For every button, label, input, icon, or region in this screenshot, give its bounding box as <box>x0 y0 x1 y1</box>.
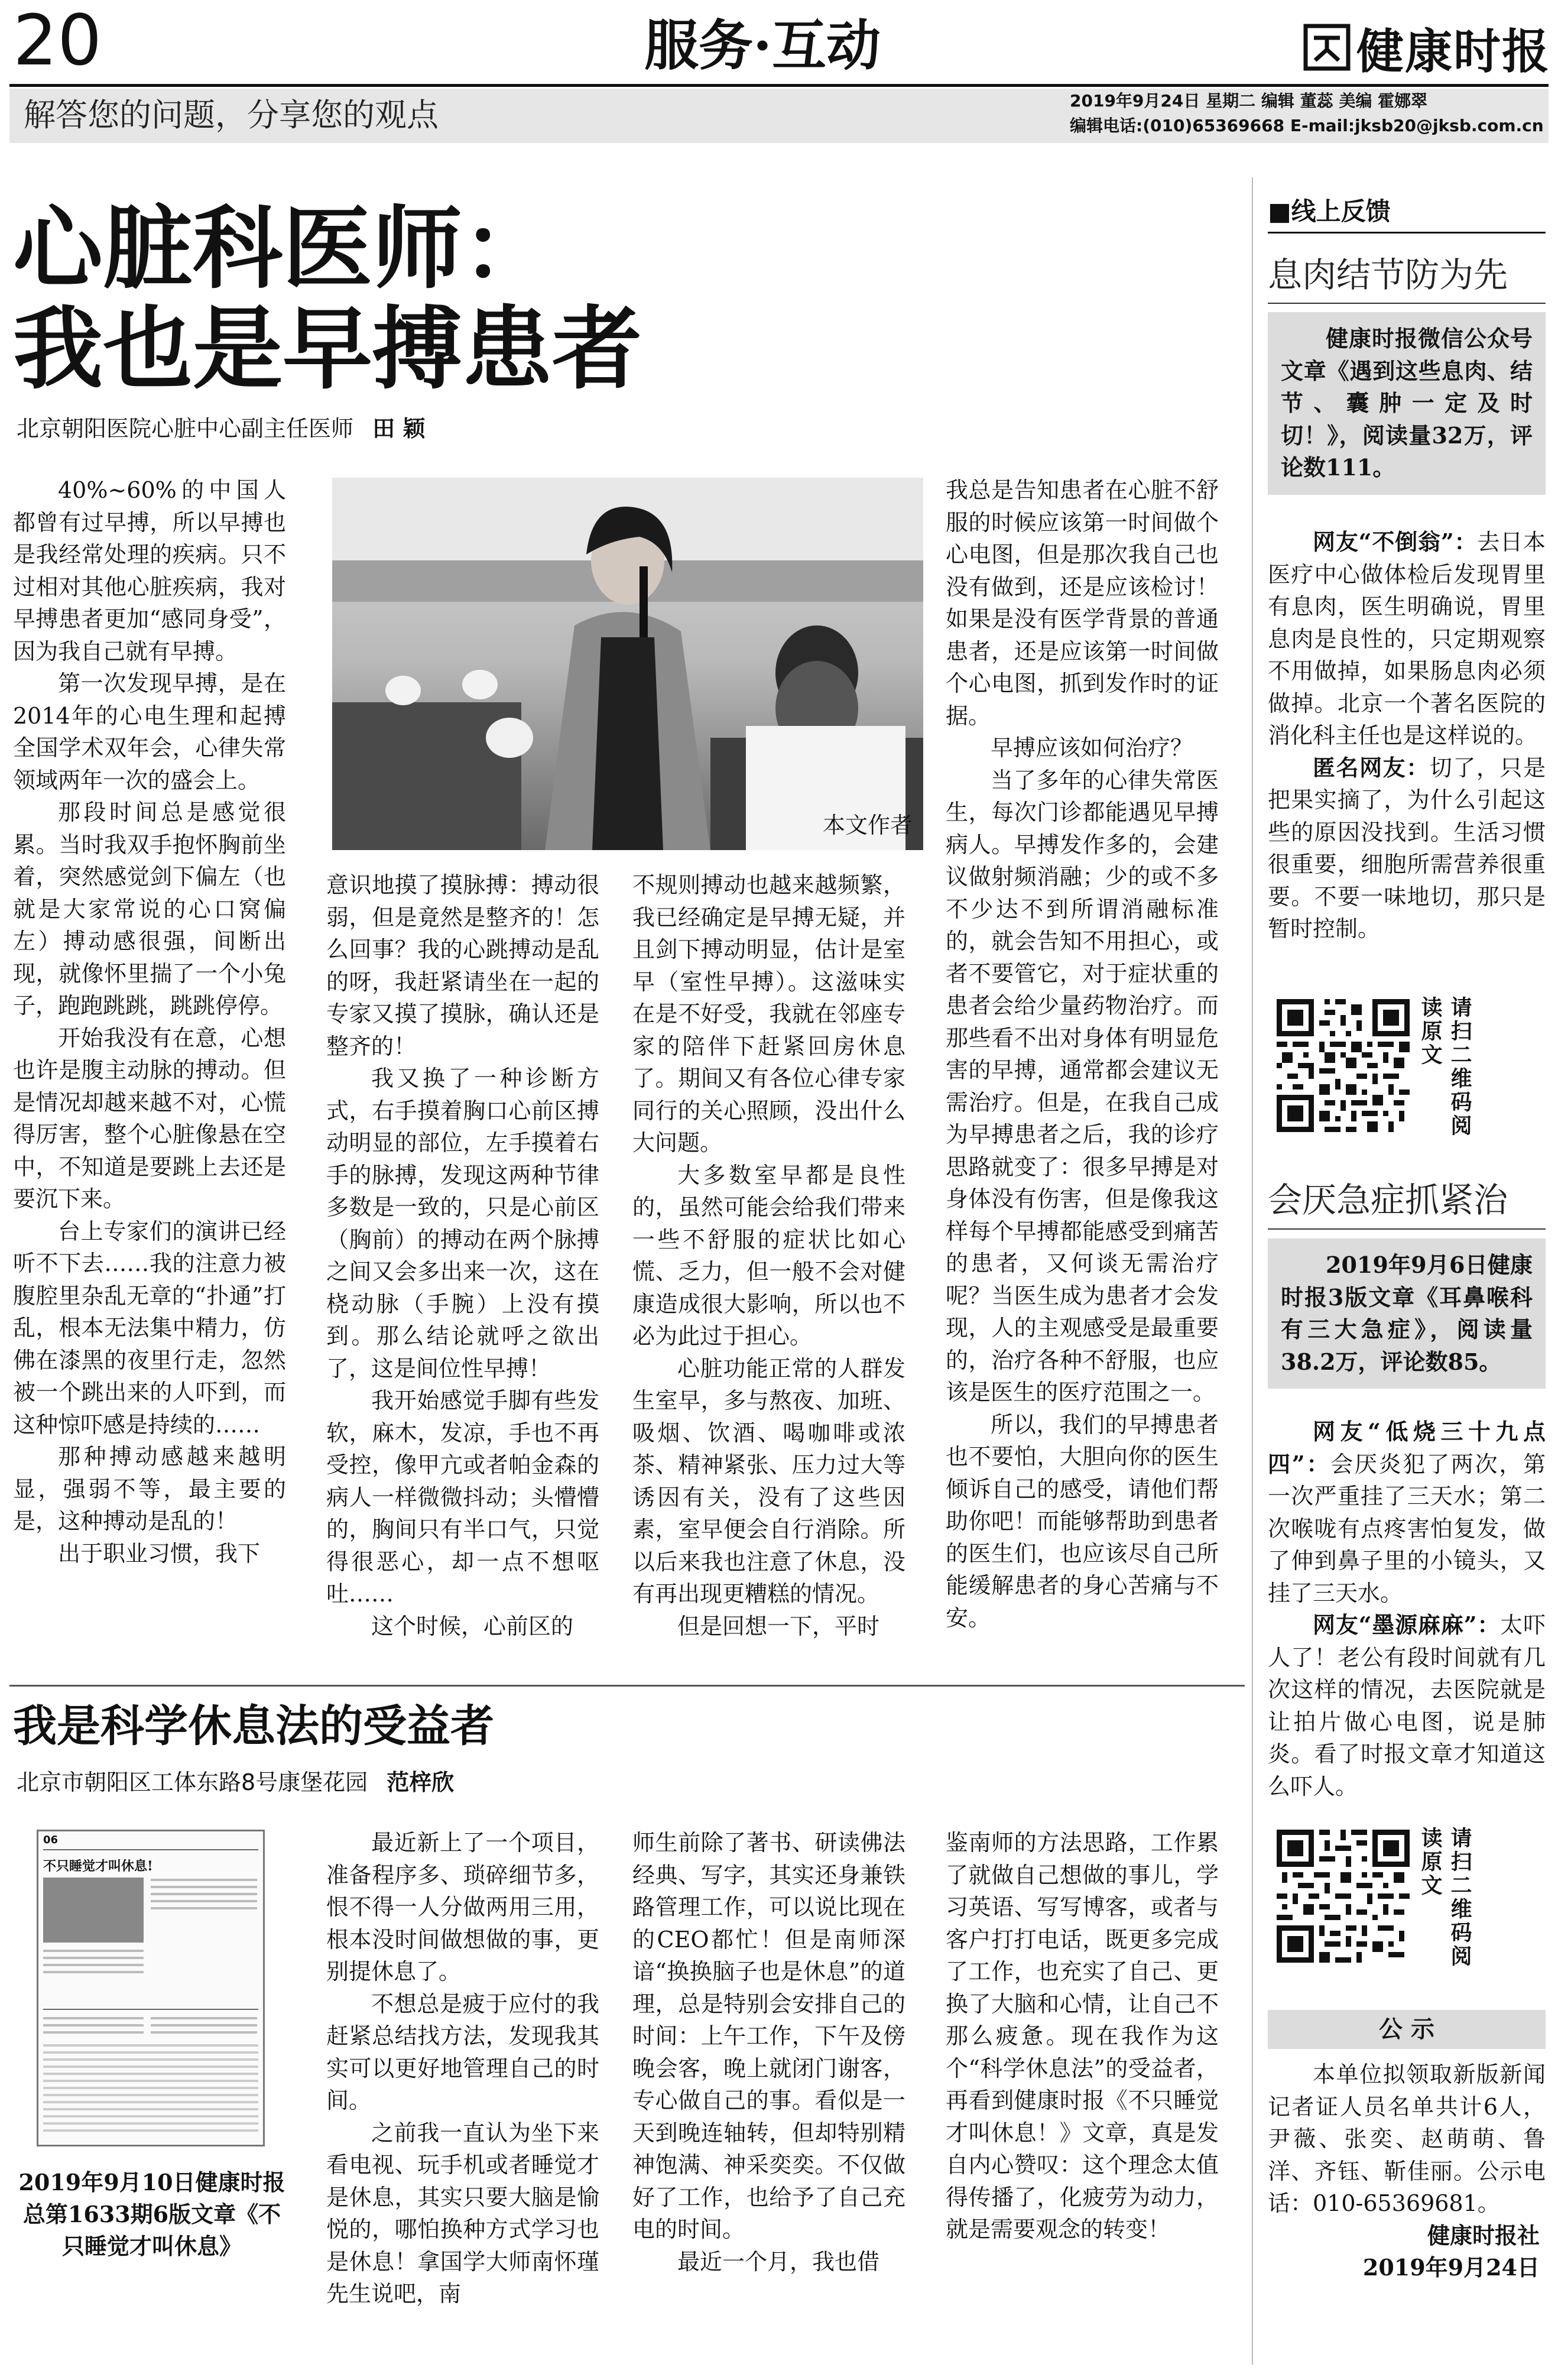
comment <box>1268 752 1546 945</box>
topic1-title: 息肉结节防为先 <box>1268 255 1508 295</box>
article1-headline-line1: 心脏科医师： <box>13 195 552 301</box>
article1-column-2 <box>326 869 599 1642</box>
paragraph: 我又换了一种诊断方式，右手摸着胸口心前区搏动明显的部位，左手摸着右手的脉搏，发现这两种节律多数是一致的，只是心前区（胸前）的搏动在两个脉搏之间又会多出来一次，这在桡动脉（手腕）上没有摸到。那么结论就呼之欲出了，这是间位性早搏！ <box>326 1065 599 1382</box>
paragraph: 意识地摸了摸脉搏：搏动很弱，但是竟然是整齐的！怎么回事？我的心跳搏动是乱的呀，我赶紧请坐在一起的专家又摸了摸脉，确认还是整齐的！ <box>326 872 599 1059</box>
topic2-comments <box>1268 1416 1546 1802</box>
comment <box>1268 1609 1546 1802</box>
topic2-title: 会厌急症抓紧治 <box>1268 1180 1508 1220</box>
logo-text: 健康时报 <box>1356 23 1550 79</box>
paragraph: 出于职业习惯，我下 <box>58 1540 261 1567</box>
comment-user: 网友“低烧三十九点四”： <box>1268 1418 1546 1477</box>
sidebar-section-rule <box>1268 232 1546 234</box>
page-number: 20 <box>13 0 102 81</box>
paragraph: 开始我没有在意，心想也许是腹主动脉的搏动。但是情况却越来越不对，心慌得厉害，整个心脏像悬在空中，不知道是要跳上去还是要沉下来。 <box>13 1024 286 1212</box>
topic1-title-rule <box>1268 303 1546 304</box>
notice-text: 本单位拟领取新版新闻记者证人员名单共计6人，尹薇、张奕、赵萌萌、鲁洋、齐钰、靳佳丽。公示电话：010-65369681。 <box>1268 2061 1546 2216</box>
paragraph: 最近一个月，我也借 <box>677 2248 880 2275</box>
topic1-source-text: 健康时报微信公众号文章《遇到这些息肉、结节、囊肿一定及时切！》，阅读量32万，评论数111。 <box>1281 325 1533 481</box>
notice-date: 2019年9月24日 <box>1362 2254 1540 2281</box>
paragraph: 40%~60%的中国人都曾有过早搏，所以早搏也是我经常处理的疾病。只不过相对其他心脏疾病，我对早搏患者更加“感同身受”，因为我自己就有早搏。 <box>13 477 286 664</box>
masthead-logo <box>1303 18 1550 77</box>
topic2-source-box <box>1268 1238 1546 1389</box>
comment-user: 网友“不倒翁”： <box>1313 528 1478 555</box>
article2-column-1 <box>326 1827 599 2310</box>
article2-top-rule <box>9 1685 1245 1687</box>
paragraph: 鉴南师的方法思路，工作累了就做自己想做的事儿，学习英语、写写博客，或者与客户打打电话，既更多完成了工作，也充实了自己、更换了大脑和心情，让自己不那么疲惫。现在我作为这个“科学休息法”的受益者，再看到健康时报《不只睡觉才叫休息！》文章，真是发自内心赞叹：这个理念太值得传播了，化疲劳为动力，就是需要观念的转变！ <box>946 1830 1219 2242</box>
paragraph: 我总是告知患者在心脏不舒服的时候应该第一时间做个心电图，但是那次我自己也没有做到，还是应该检讨！如果是没有医学背景的普通患者，还是应该第一时间做个心电图，抓到发作时的证据。 <box>946 477 1219 729</box>
byline-author: 田 颖 <box>372 416 426 442</box>
thumbnail-caption: 2019年9月10日健康时报总第1633期6版文章《不只睡觉才叫休息》 <box>18 2169 285 2259</box>
article1-column-4 <box>946 474 1219 1634</box>
qr-code-1[interactable] <box>1277 999 1410 1132</box>
article1-byline <box>17 414 425 443</box>
topic2-source-text: 2019年9月6日健康时报3版文章《耳鼻喉科有三大急症》，阅读量38.2万，评论数85。 <box>1281 1251 1533 1375</box>
paragraph: 最近新上了一个项目，准备程序多、琐碎细节多，恨不得一人分做两用三用，根本没时间做想做的事，更别提休息了。 <box>326 1830 599 1985</box>
qr-label-1: 请扫二维码阅读原文 <box>1418 996 1472 1138</box>
notice-body <box>1268 2058 1546 2220</box>
article2-byline <box>17 1768 454 1797</box>
paragraph: 我开始感觉手脚有些发软，麻木，发凉，手也不再受控，像甲亢或者帕金森的病人一样微微抖动；头懵懵的，胸间只有半口气，只觉得很恶心，却一点不想呕吐…… <box>326 1387 599 1607</box>
paragraph: 那种搏动感越来越明显，强弱不等，最主要的是，这种搏动是乱的！ <box>13 1444 286 1534</box>
section-title: 服务·互动 <box>644 14 881 77</box>
paragraph: 不想总是疲于应付的我赶紧总结找方法，发现我其实可以更好地管理自己的时间。 <box>326 1990 599 2113</box>
article1-column-3 <box>632 869 905 1642</box>
comment-text: 会厌炎犯了两次，第一次严重挂了三天水；第二次喉咙有点疼害怕复发，做了伸到鼻子里的小镜头，又挂了三天水。 <box>1268 1451 1546 1606</box>
newspaper-thumbnail <box>37 1830 265 2146</box>
article2-headline: 我是科学休息法的受益者 <box>13 1701 494 1752</box>
paragraph: 那段时间总是感觉很累。当时我双手抱怀胸前坐着，突然感觉剑下偏左（也就是大家常说的心口窝偏左）搏动感很强，间断出现，就像怀里揣了一个小兔子，跑跑跳跳，跳跳停停。 <box>13 799 286 1019</box>
byline-address: 北京市朝阳区工体东路8号康堡花园 <box>17 1769 368 1795</box>
article1-column-1 <box>13 474 286 1570</box>
comment-text: 去日本医疗中心做体检后发现胃里有息肉，医生明确说，胃里息肉是良性的，只定期观察不用做掉，如果肠息肉必须做掉。北京一个著名医院的消化科主任也是这样说的。 <box>1268 529 1546 748</box>
thumb-headline: 不只睡觉才叫休息! <box>43 1859 153 1874</box>
author-photo <box>332 478 923 850</box>
article2-column-3 <box>946 1827 1219 2246</box>
contact-line: 编辑电话:(010)65369668 E-mail:jksb20@jksb.com.cn <box>1070 116 1544 135</box>
tagline: 解答您的问题，分享您的观点 <box>24 96 439 134</box>
paragraph: 之前我一直认为坐下来看电视、玩手机或者睡觉才是休息，其实只要大脑是愉悦的，哪怕换种方式学习也是休息！拿国学大师南怀瑾先生说吧，南 <box>326 2119 599 2307</box>
header-rule <box>9 84 1549 87</box>
paragraph: 但是回想一下，平时 <box>677 1613 880 1639</box>
subheading: 早搏应该如何治疗？ <box>991 735 1193 761</box>
notice-signature: 健康时报社 <box>1427 2222 1540 2249</box>
paragraph: 大多数室早都是良性的，虽然可能会给我们带来一些不舒服的症状比如心慌、乏力，但一般不会对健康造成很大影响，所以也不必为此过于担心。 <box>632 1162 905 1349</box>
topic1-comments <box>1268 526 1546 945</box>
paragraph: 不规则搏动也越来越频繁，我已经确定是早搏无疑，并且剑下搏动明显，估计是室早（室性早搏）。这滋味实在是不好受，我就在邻座专家的陪伴下赶紧回房休息了。期间又有各位心律专家同行的关心照顾，没出什么大问题。 <box>632 872 905 1156</box>
byline-org: 北京朝阳医院心脏中心副主任医师 <box>17 416 354 442</box>
date-editor-line: 2019年9月24日 星期二 编辑 董蕊 美编 霍娜翠 <box>1070 91 1428 111</box>
logo-emblem-icon <box>1303 24 1351 71</box>
paragraph: 师生前除了著书、研读佛法经典、写字，其实还身兼铁路管理工作，可以说比现在的CEO都忙！但是南师深谙“换换脑子也是休息”的道理，总是特别会安排自己的时间：上午工作，下午及傍晚会客，晚上就闭门谢客，专心做自己的事。看似是一天到晚连轴转，但却特别精神饱满、神采奕奕。不仅做好了工作，也给予了自己充电的时间。 <box>632 1830 905 2242</box>
qr-label-2: 请扫二维码阅读原文 <box>1418 1827 1472 1969</box>
comment-text: 太吓人了！老公有段时间就有几次这样的情况，去医院就是让拍片做心电图，说是肺炎。看了时报文章才知道这么吓人。 <box>1268 1612 1546 1799</box>
sidebar-section-label: ■线上反馈 <box>1268 197 1391 226</box>
comment-user: 网友“墨源麻麻”： <box>1313 1611 1501 1638</box>
paragraph: 台上专家们的演讲已经听不下去……我的注意力被腹腔里杂乱无章的“扑通”打乱，根本无法集中精力，仿佛在漆黑的夜里行走，忽然被一个跳出来的人吓到，而这种惊吓感是持续的…… <box>13 1218 286 1438</box>
paragraph: 所以，我们的早搏患者也不要怕，大胆向你的医生倾诉自己的感受，请他们帮助你吧！而能够帮助到患者的医生们，也应该尽自己所能缓解患者的身心苦痛与不安。 <box>946 1411 1219 1631</box>
qr-code-2[interactable] <box>1277 1830 1410 1963</box>
paragraph: 这个时候，心前区的 <box>371 1613 574 1639</box>
photo-caption: 本文作者 <box>822 812 913 838</box>
qr-code-icon <box>1277 1830 1410 1963</box>
comment-text: 切了，只是把果实摘了，为什么引起这些的原因没找到。生活习惯很重要，细胞所需营养很重要。不要一味地切，那只是暂时控制。 <box>1268 754 1546 942</box>
topic1-source-box <box>1268 312 1546 495</box>
comment <box>1268 526 1546 752</box>
thumb-page-label: 06 <box>43 1834 59 1846</box>
qr-code-icon <box>1277 999 1410 1132</box>
article2-column-2 <box>632 1827 905 2278</box>
comment <box>1268 1416 1546 1609</box>
comment-user: 匿名网友： <box>1313 754 1430 781</box>
topic2-title-rule <box>1268 1228 1546 1230</box>
paragraph: 当了多年的心律失常医生，每次门诊都能遇见早搏病人。早搏发作多的，会建议做射频消融；少的或不多不少达不到所谓消融标准的，就会告知不用担心，或者不要管它，对于症状重的患者会给少量药物治疗。而那些看不出对身体有明显危害的早搏，通常都会建议无需治疗。但是，在我自己成为早搏患者之后，我的诊疗思路就变了：很多早搏是对身体没有伤害，但是像我这样每个早搏都能感受到痛苦的患者，又何谈无需治疗呢？当医生成为患者才会发现，人的主观感受是最重要的，治疗各种不舒服，也应该是医生的医疗范围之一。 <box>946 767 1219 1405</box>
paragraph: 第一次发现早搏，是在2014年的心电生理和起搏全国学术双年会，心律失常领域两年一次的盛会上。 <box>13 670 286 793</box>
sidebar-divider <box>1252 177 1253 2365</box>
byline-author: 范梓欣 <box>387 1769 455 1795</box>
author-photo-illustration <box>332 478 923 850</box>
notice-title: 公 示 <box>1379 2015 1434 2043</box>
paragraph: 心脏功能正常的人群发生室早，多与熬夜、加班、吸烟、饮酒、喝咖啡或浓茶、精神紧张、压力过大等诱因有关，没有了这些因素，室早便会自行消除。所以后来我也注意了休息，没有再出现更糟糕的情况。 <box>632 1355 905 1607</box>
article1-headline-line2: 我也是早搏患者 <box>13 296 642 401</box>
